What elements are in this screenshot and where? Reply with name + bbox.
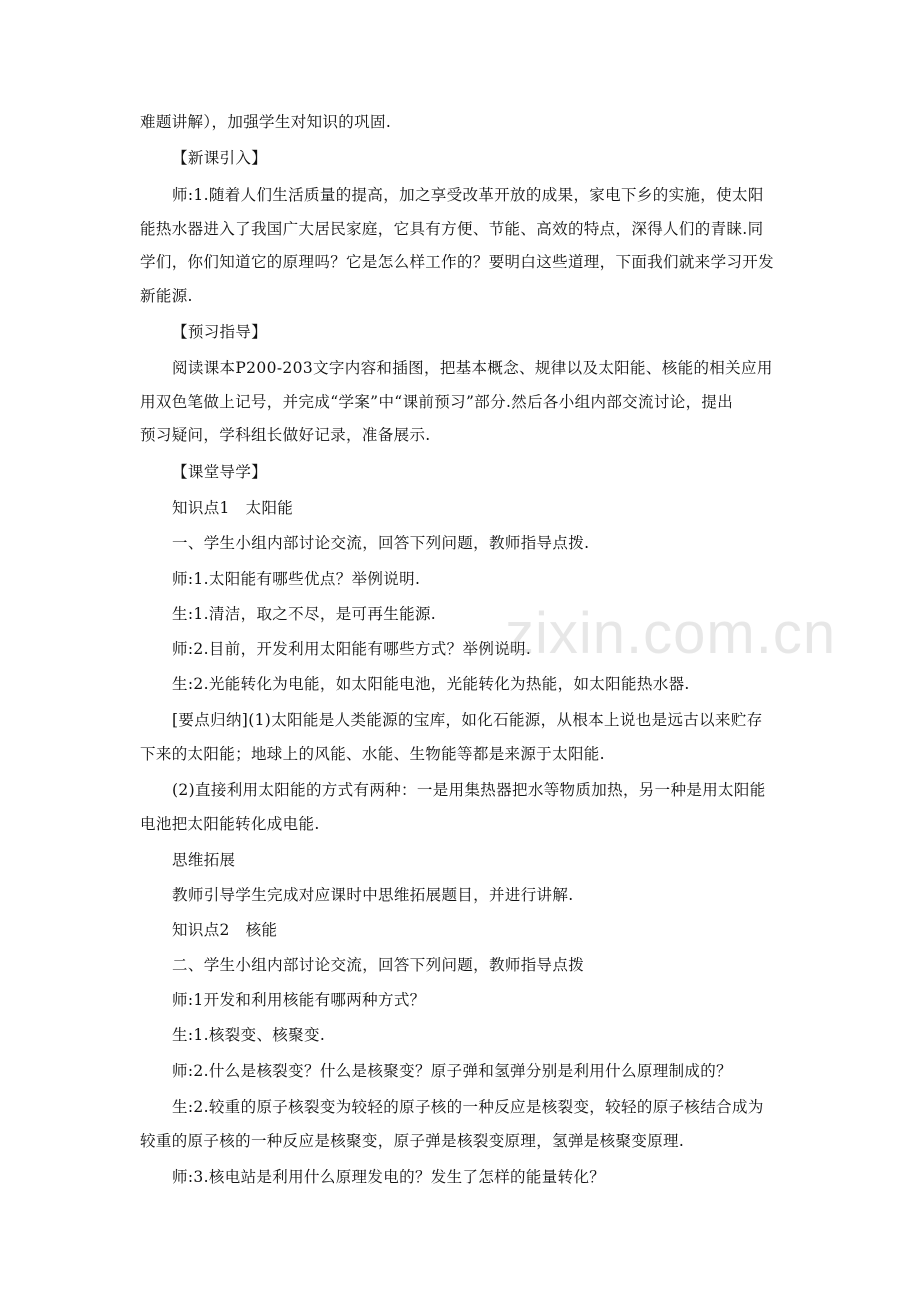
- text-line: 阅读课本P200-203文字内容和插图，把基本概念、规律以及太阳能、核能的相关应用: [172, 359, 773, 377]
- text-line: 师:2.什么是核裂变？什么是核聚变？原子弹和氢弹分别是利用什么原理制成的？: [172, 1062, 732, 1080]
- text-line: 教师引导学生完成对应课时中思维拓展题目，并进行讲解.: [172, 886, 574, 904]
- text-line: 生:2.光能转化为电能，如太阳能电池，光能转化为热能，如太阳能热水器.: [172, 675, 690, 693]
- text-line: 难题讲解），加强学生对知识的巩固.: [140, 113, 392, 131]
- text-line: 生:1.核裂变、核聚变.: [172, 1026, 326, 1044]
- watermark: zixin.com.cn: [505, 601, 837, 666]
- text-line: 下来的太阳能；地球上的风能、水能、生物能等都是来源于太阳能.: [140, 745, 605, 763]
- subsection-heading: 思维拓展: [172, 851, 236, 869]
- text-line: 生:2.较重的原子核裂变为较轻的原子核的一种反应是核裂变，较轻的原子核结合成为: [172, 1098, 764, 1116]
- text-line: 二、学生小组内部讨论交流，回答下列问题，教师指导点拨: [172, 956, 585, 974]
- text-line: 学们，你们知道它的原理吗？它是怎么样工作的？要明白这些道理，下面我们就来学习开发: [140, 253, 775, 271]
- text-line: 师:3.核电站是利用什么原理发电的？发生了怎样的能量转化？: [172, 1168, 606, 1186]
- text-line: [要点归纳](1)太阳能是人类能源的宝库，如化石能源，从根本上说也是远古以来贮存: [172, 711, 763, 729]
- knowledge-point-heading: 知识点1 太阳能: [172, 499, 294, 517]
- text-line: 预习疑问，学科组长做好记录，准备展示.: [140, 426, 431, 444]
- text-line: 师:2.目前，开发利用太阳能有哪些方式？举例说明.: [172, 640, 532, 658]
- section-heading: 【课堂导学】: [172, 463, 268, 481]
- knowledge-point-heading: 知识点2 核能: [172, 921, 278, 939]
- text-line: 新能源.: [140, 287, 193, 305]
- text-line: 电池把太阳能转化成电能.: [140, 815, 320, 833]
- text-line: 用双色笔做上记号，并完成“学案”中“课前预习”部分.然后各小组内部交流讨论，提出: [140, 393, 734, 411]
- text-line: 一、学生小组内部讨论交流，回答下列问题，教师指导点拨.: [172, 534, 590, 552]
- text-line: 师:1.太阳能有哪些优点？举例说明.: [172, 570, 421, 588]
- text-line: 师:1.随着人们生活质量的提高，加之享受改革开放的成果，家电下乡的实施，使太阳: [172, 186, 764, 204]
- section-heading: 【预习指导】: [172, 323, 268, 341]
- text-line: 师:1开发和利用核能有哪两种方式？: [172, 991, 426, 1009]
- text-line: 生:1.清洁，取之不尽，是可再生能源.: [172, 605, 437, 623]
- section-heading: 【新课引入】: [172, 149, 268, 167]
- text-line: (2)直接利用太阳能的方式有两种：一是用集热器把水等物质加热，另一种是用太阳能: [172, 781, 766, 799]
- text-line: 能热水器进入了我国广大居民家庭，它具有方便、节能、高效的特点，深得人们的青睐.同: [140, 220, 764, 238]
- text-line: 较重的原子核的一种反应是核聚变，原子弹是核裂变原理，氢弹是核聚变原理.: [140, 1132, 685, 1150]
